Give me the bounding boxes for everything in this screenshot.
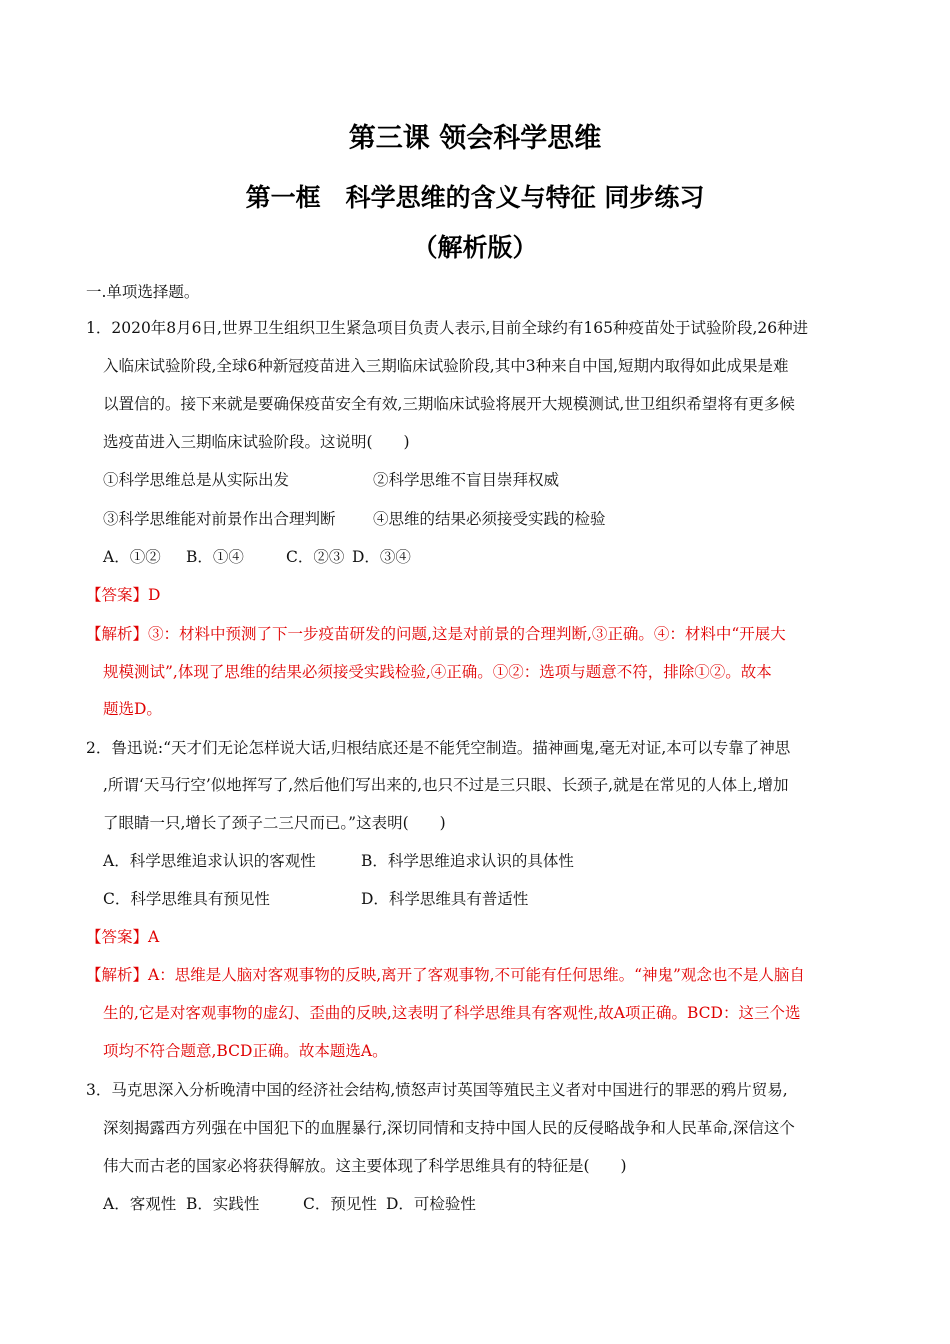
- q2-analysis-line-2: 生的,它是对客观事物的虚幻、歪曲的反映,这表明了科学思维具有客观性,故A项正确。BCD：这三个选: [103, 1004, 801, 1022]
- q1-analysis-line-1: [86, 624, 786, 644]
- q1-statement-1: ①科学思维总是从实际出发: [103, 471, 290, 489]
- q1-analysis-line-2: 规模测试”,体现了思维的结果必须接受实践检验,④正确。①②：选项与题意不符，排除①②。故本: [103, 663, 772, 681]
- q2-option-a: A．科学思维追求认识的客观性: [103, 852, 316, 870]
- q2-text-line-1: 2．鲁迅说:“天才们无论怎样说大话,归根结底还是不能凭空制造。描神画鬼,毫无对证,本可以专靠了神思: [86, 739, 791, 757]
- q1-statement-3: ③科学思维能对前景作出合理判断: [103, 510, 336, 528]
- q3-text-line-3: 伟大而古老的国家必将获得解放。这主要体现了科学思维具有的特征是( ): [103, 1157, 627, 1175]
- q3-option-d: D．可检验性: [386, 1195, 476, 1213]
- q3-text-line-1: 3．马克思深入分析晚清中国的经济社会结构,愤怒声讨英国等殖民主义者对中国进行的罪恶的鸦片贸易,: [86, 1081, 788, 1099]
- q1-text-line-4: 选疫苗进入三期临床试验阶段。这说明( ): [103, 433, 410, 451]
- q2-answer: [86, 927, 159, 947]
- q2-analysis-line-3: 项均不符合题意,BCD正确。故本题选A。: [103, 1042, 388, 1060]
- q1-text-line-2: 入临床试验阶段,全球6种新冠疫苗进入三期临床试验阶段,其中3种来自中国,短期内取得如此成果是难: [103, 357, 789, 375]
- q1-answer-label: 【答案】: [86, 586, 149, 604]
- q1-option-c: C．②③: [286, 548, 345, 566]
- edition-label: （解析版）: [412, 233, 538, 262]
- q1-statement-4: ④思维的结果必须接受实践的检验: [373, 510, 606, 528]
- q2-answer-value: A: [148, 928, 160, 946]
- q2-text-line-3: 了眼睛一只,增长了颈子二三尺而已。”这表明( ): [103, 814, 446, 832]
- q1-statement-2: ②科学思维不盲目崇拜权威: [373, 471, 560, 489]
- q1-analysis-text-1: ③：材料中预测了下一步疫苗研发的问题,这是对前景的合理判断,③正确。④：材料中“开展大: [148, 625, 786, 643]
- q2-option-d: D．科学思维具有普适性: [361, 890, 529, 908]
- q1-answer-value: D: [148, 586, 161, 604]
- q2-answer-label: 【答案】: [86, 928, 149, 946]
- q1-analysis-line-3: 题选D。: [103, 700, 162, 718]
- q2-option-b: B．科学思维追求认识的具体性: [361, 852, 574, 870]
- q3-option-a: A．客观性: [103, 1195, 177, 1213]
- q1-text-line-1: 1．2020年8月6日,世界卫生组织卫生紧急项目负责人表示,目前全球约有165种疫苗处于试验阶段,26种进: [86, 319, 809, 337]
- q2-analysis-text-1: A：思维是人脑对客观事物的反映,离开了客观事物,不可能有任何思维。“神鬼”观念也不是人脑自: [148, 966, 805, 984]
- q1-text-line-3: 以置信的。接下来就是要确保疫苗安全有效,三期临床试验将展开大规模测试,世卫组织希望将有更多候: [103, 395, 795, 413]
- q3-option-b: B．实践性: [186, 1195, 260, 1213]
- q1-analysis-label: 【解析】: [86, 625, 149, 643]
- q3-text-line-2: 深刻揭露西方列强在中国犯下的血腥暴行,深切同情和支持中国人民的反侵略战争和人民革命,深信这个: [103, 1119, 795, 1137]
- q1-option-d: D．③④: [352, 548, 411, 566]
- q2-option-c: C．科学思维具有预见性: [103, 890, 270, 908]
- q1-answer: [86, 585, 160, 605]
- q2-analysis-label: 【解析】: [86, 966, 149, 984]
- q2-analysis-line-1: [86, 965, 805, 985]
- q3-option-c: C．预见性: [303, 1195, 377, 1213]
- section-heading: 一.单项选择题。: [86, 283, 200, 301]
- q2-text-line-2: ,所谓‘天马行空’似地挥写了,然后他们写出来的,也只不过是三只眼、长颈子,就是在常见的人体上,增加: [103, 776, 789, 794]
- lesson-title: 第三课 领会科学思维: [348, 123, 602, 154]
- q1-option-b: B．①④: [186, 548, 244, 566]
- q1-option-a: A．①②: [103, 548, 161, 566]
- lesson-subtitle: 第一框 科学思维的含义与特征 同步练习: [245, 183, 705, 212]
